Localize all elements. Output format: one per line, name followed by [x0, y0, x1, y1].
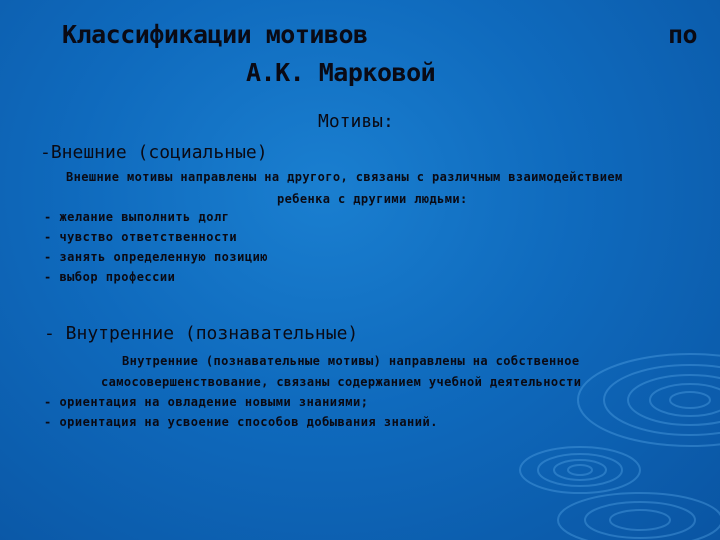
external-motives-description-line-1: Внешние мотивы направлены на другого, связаны с различным взаимодействием — [66, 170, 623, 184]
external-motives-heading: -Внешние (социальные) — [40, 142, 268, 163]
internal-list-item: - ориентация на овладение новыми знаниями; — [44, 395, 369, 409]
external-list-item: - занять определенную позицию — [44, 250, 269, 264]
title-line-2: А.К. Марковой — [246, 58, 436, 87]
external-motives-description-line-2: ребенка с другими людьми: — [277, 192, 468, 206]
internal-motives-description-line-1: Внутренние (познавательные мотивы) направлены на собственное — [122, 354, 580, 368]
subtitle-motives: Мотивы: — [318, 111, 394, 132]
external-list-item: - выбор профессии — [44, 270, 176, 284]
internal-motives-heading: - Внутренние (познавательные) — [44, 323, 359, 344]
title-word-po: по — [668, 20, 698, 49]
external-list-item: - желание выполнить долг — [44, 210, 230, 224]
internal-motives-description-line-2: самосовершенствование, связаны содержанием учебной деятельности — [101, 375, 582, 389]
external-list-item: - чувство ответственности — [44, 230, 238, 244]
title-line-1: Классификации мотивов — [62, 20, 368, 49]
internal-list-item: - ориентация на усвоение способов добывания знаний. — [44, 415, 438, 429]
